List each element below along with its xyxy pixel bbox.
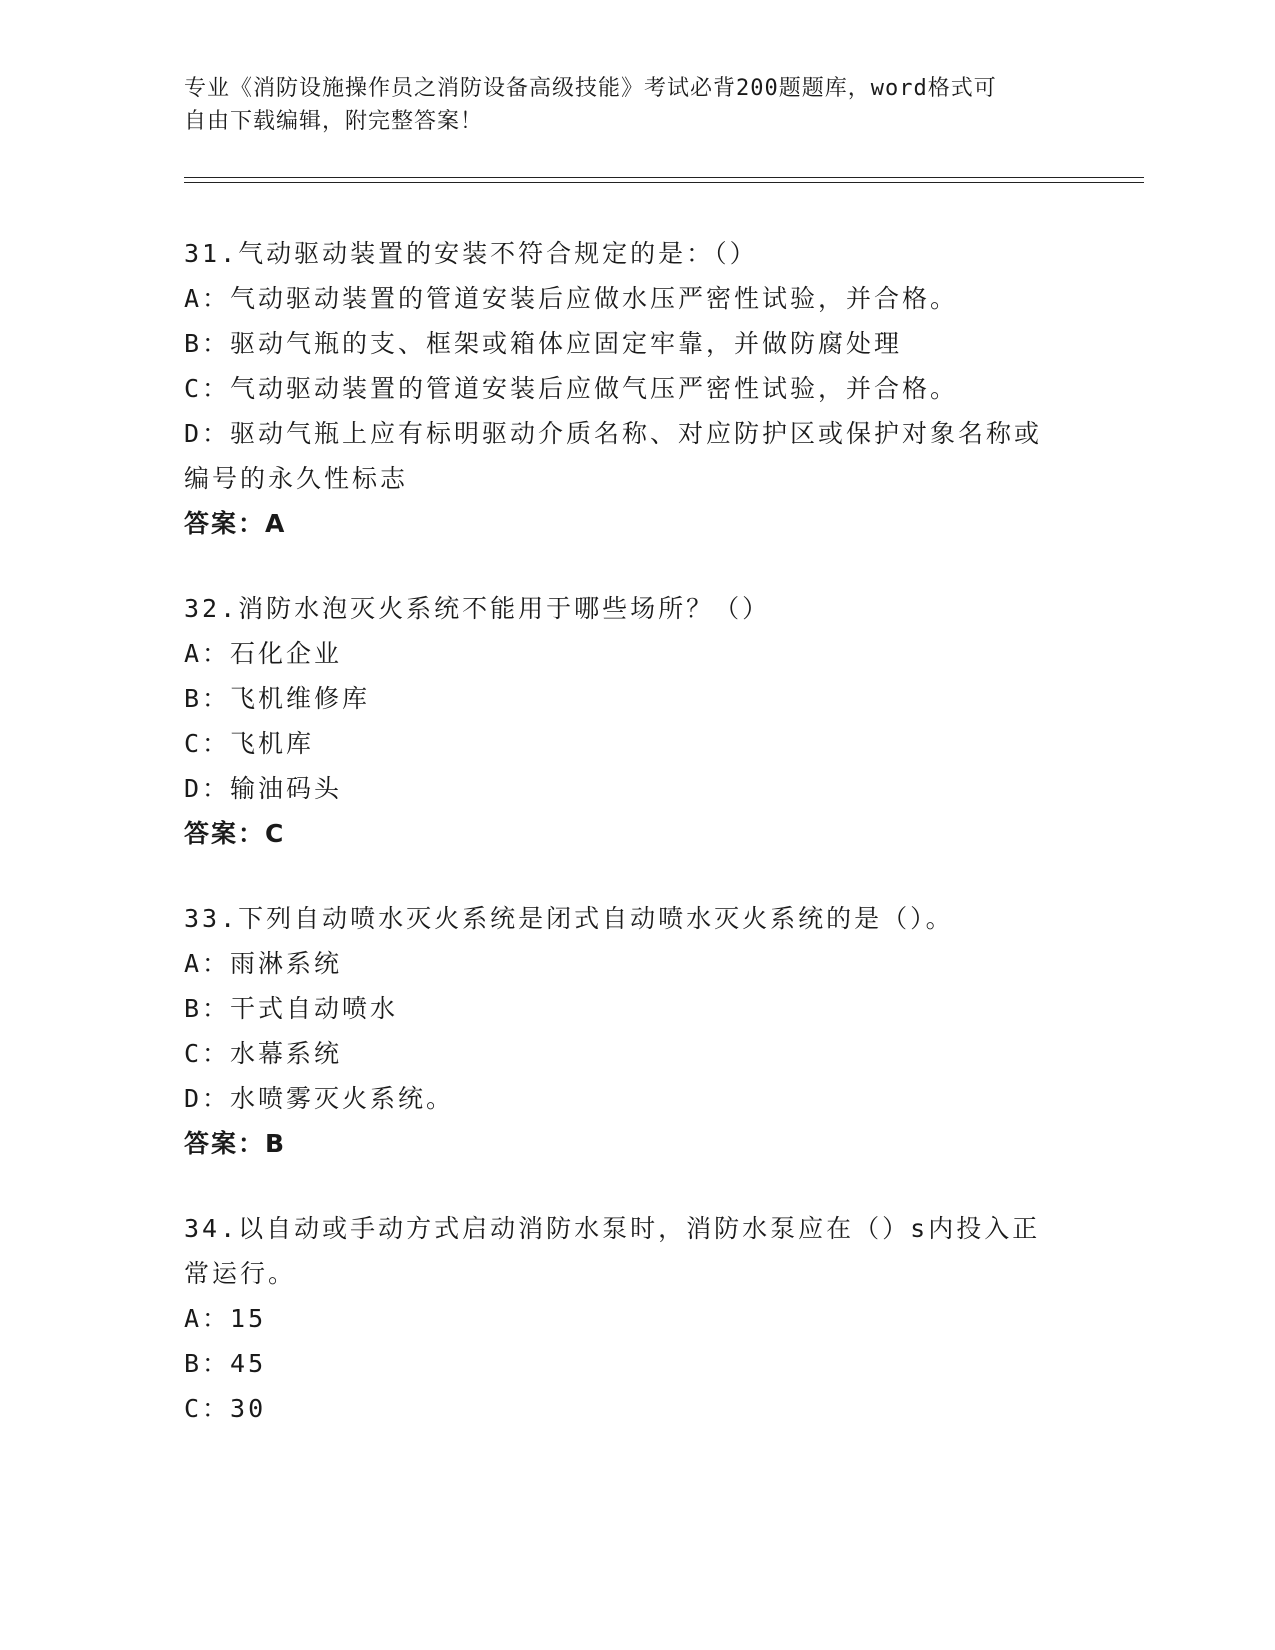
option-a: A：15 <box>184 1304 267 1333</box>
option-c: C：飞机库 <box>184 729 315 758</box>
question-33 <box>184 896 1064 1166</box>
option-a: A：雨淋系统 <box>184 949 343 978</box>
option-d: D：驱动气瓶上应有标明驱动介质名称、对应防护区或保护对象名称或编号的永久性标志 <box>184 419 1043 493</box>
answer-label: 答案：C <box>184 819 286 848</box>
option-d: D：水喷雾灭火系统。 <box>184 1084 455 1113</box>
option-a: A：石化企业 <box>184 639 343 668</box>
question-34 <box>184 1206 1064 1431</box>
option-a: A：气动驱动装置的管道安装后应做水压严密性试验，并合格。 <box>184 284 959 313</box>
question-stem: 33.下列自动喷水灭火系统是闭式自动喷水灭火系统的是（）。 <box>184 904 954 933</box>
header-line-1: 专业《消防设施操作员之消防设备高级技能》考试必背200题题库，word格式可 <box>184 76 997 101</box>
header-line-2: 自由下载编辑，附完整答案！ <box>184 109 484 134</box>
option-c: C：30 <box>184 1394 267 1423</box>
question-32 <box>184 586 1064 856</box>
header-divider-bottom <box>184 182 1144 183</box>
option-b: B：飞机维修库 <box>184 684 371 713</box>
question-stem: 31.气动驱动装置的安装不符合规定的是：（） <box>184 239 758 268</box>
option-b: B：干式自动喷水 <box>184 994 399 1023</box>
option-c: C：水幕系统 <box>184 1039 343 1068</box>
answer-label: 答案：B <box>184 1129 287 1158</box>
option-c: C：气动驱动装置的管道安装后应做气压严密性试验，并合格。 <box>184 374 959 403</box>
header-divider-top <box>184 177 1144 178</box>
option-d: D：输油码头 <box>184 774 343 803</box>
option-b: B：45 <box>184 1349 267 1378</box>
option-b: B：驱动气瓶的支、框架或箱体应固定牢靠，并做防腐处理 <box>184 329 903 358</box>
document-header <box>184 72 1064 138</box>
question-stem: 32.消防水泡灭火系统不能用于哪些场所？（） <box>184 594 771 623</box>
answer-label: 答案：A <box>184 509 287 538</box>
question-list <box>184 231 1064 1471</box>
question-stem: 34.以自动或手动方式启动消防水泵时，消防水泵应在（）s内投入正常运行。 <box>184 1214 1041 1288</box>
question-31 <box>184 231 1064 546</box>
